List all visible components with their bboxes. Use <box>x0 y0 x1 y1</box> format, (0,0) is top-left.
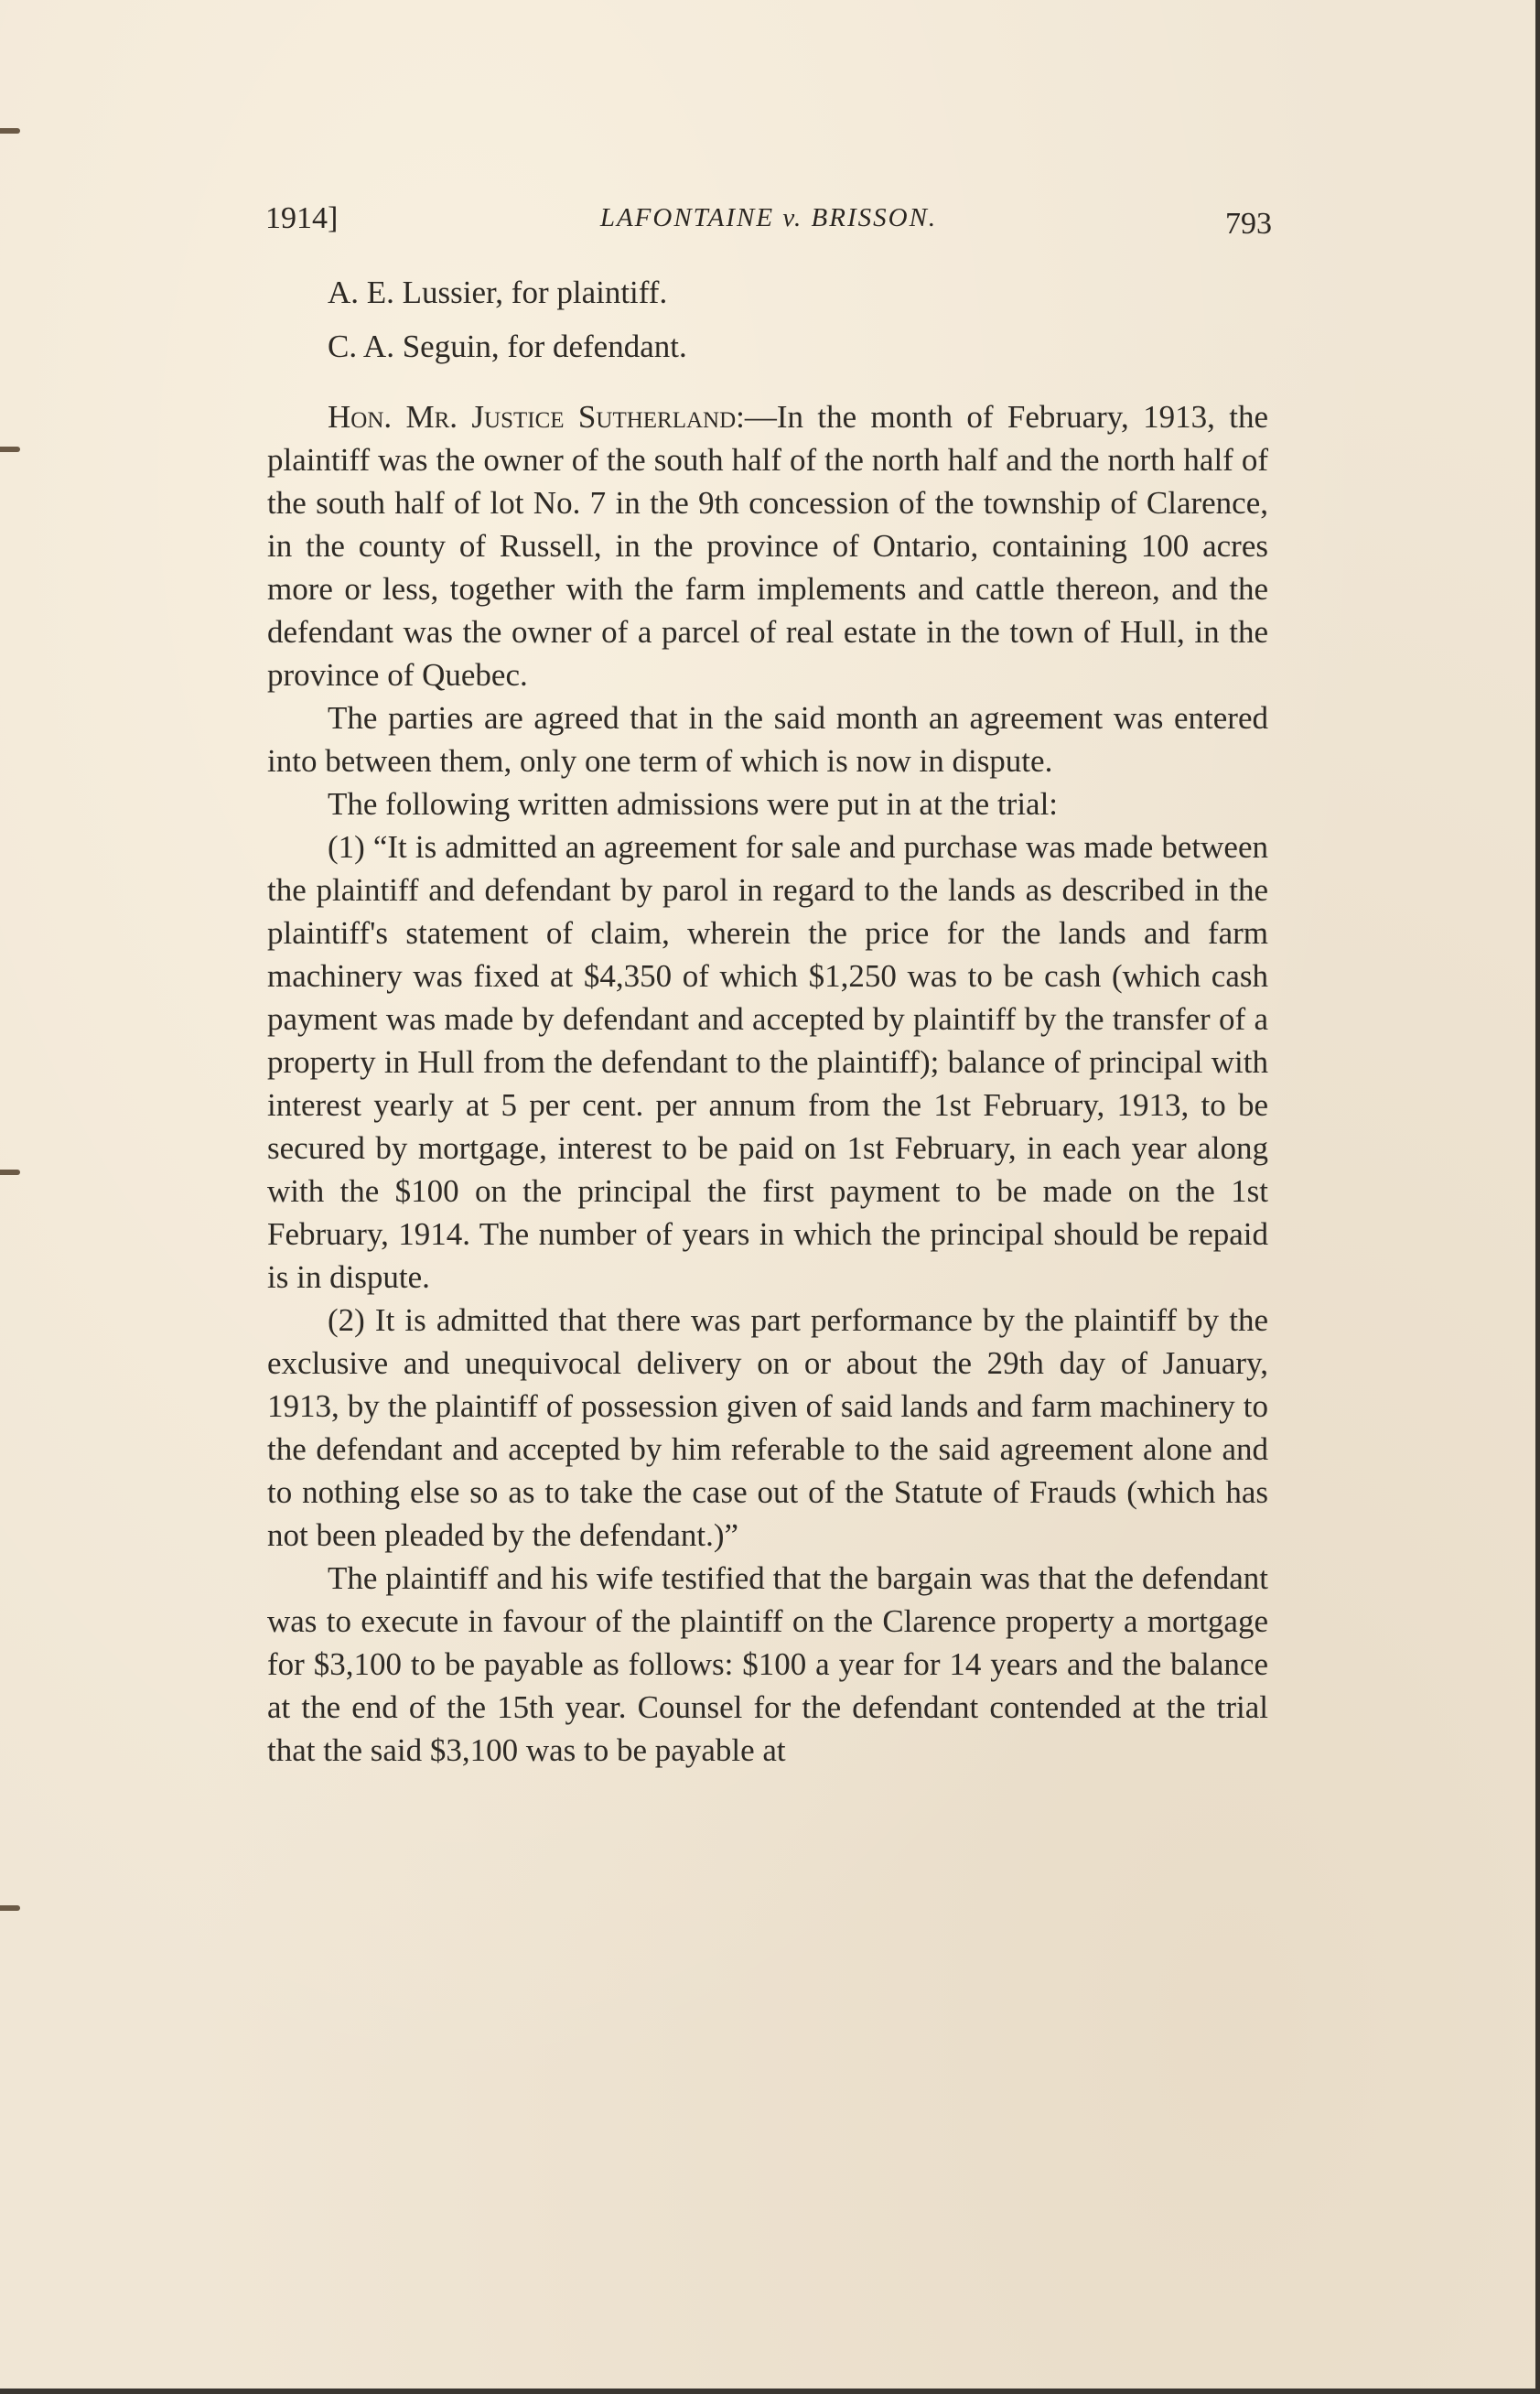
binding-thread-mark <box>0 447 20 452</box>
binding-thread-mark <box>0 1905 20 1911</box>
paragraph: The following written admissions were put in at the trial: <box>328 786 1059 822</box>
judge-name: Hon. Mr. Justice Sutherland: <box>328 399 745 435</box>
paragraph: (2) It is admitted that there was part performance by the plaintiff by the exclusive and unequivocal delivery on or about the 29th day of January, 1913, by the plaintiff of possession given of said lands and farm machinery to the defendant and accepted by him referable to the said agreement alone and to nothing else so as to take the case out of the Statute of Frauds (which has not been pleaded by the defendant.)” <box>267 1302 1268 1553</box>
page-edge-right <box>1535 0 1540 2394</box>
page-header <box>265 201 1272 247</box>
header-year: 1914] <box>265 201 339 235</box>
binding-thread-mark <box>0 128 20 134</box>
running-title: LAFONTAINE v. BRISSON. <box>599 203 938 232</box>
paragraph: The plaintiff and his wife testified that the bargain was that the defendant was to execute in favour of the plaintiff on the Clarence property a mortgage for $3,100 to be payable as follows: $100 a year for 14 years and the balance at the end of the 15th year. Counsel for the defendant contended at the trial that the said $3,100 was to be payable at <box>267 1560 1268 1768</box>
binding-thread-mark <box>0 1170 20 1175</box>
paragraph: The parties are agreed that in the said month an agreement was entered into between them, only one term of which is now in dispute. <box>267 700 1268 779</box>
paragraph: (1) “It is admitted an agreement for sale and purchase was made between the plaintiff and defendant by parol in regard to the lands as described in the plaintiff's statement of claim, wherein the price for the lands and farm machinery was fixed at $4,350 of which $1,250 was to be cash (which cash payment was made by defendant and accepted by plaintiff by the transfer of a property in Hull from the defendant to the plaintiff); balance of principal with interest yearly at 5 per cent. per annum from the 1st February, 1913, to be secured by mortgage, interest to be paid on 1st February, in each year along with the $100 on the principal the first payment to be made on the 1st February, 1914. The number of years in which the principal should be repaid is in dispute. <box>267 829 1268 1295</box>
counsel-line: C. A. Seguin, for defendant. <box>328 329 687 364</box>
paragraph <box>267 395 1268 696</box>
paragraph-text: —In the month of February, 1913, the plaintiff was the owner of the south half of the north half and the north half of the south half of lot No. 7 in the 9th concession of the township of Clarence, in the county of Russell, in the province of Ontario, containing 100 acres more or less, together with the farm implements and cattle thereon, and the defendant was the owner of a parcel of real estate in the town of Hull, in the province of Quebec. <box>267 399 1268 693</box>
counsel-line: A. E. Lussier, for plaintiff. <box>328 275 668 310</box>
page-number: 793 <box>1225 207 1272 241</box>
judgment <box>267 395 1268 1772</box>
body-text <box>267 265 1268 1772</box>
page-edge-bottom <box>0 2389 1540 2394</box>
